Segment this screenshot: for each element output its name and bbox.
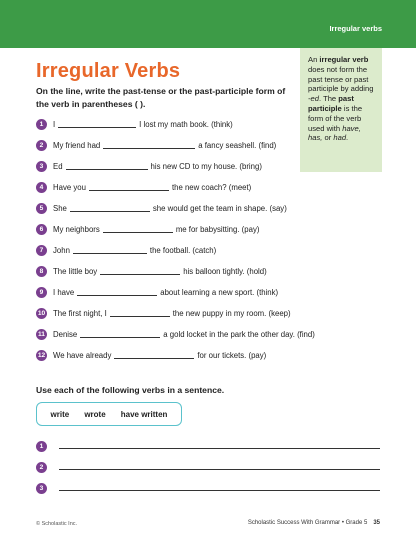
sentence-end: his balloon tightly. (hold) — [183, 266, 267, 276]
sentence-end: the football. (catch) — [149, 245, 217, 255]
sentence-start: I have — [53, 287, 75, 297]
exercise-item — [36, 349, 266, 361]
exercise-item — [36, 307, 291, 319]
answer-blank[interactable] — [58, 120, 136, 128]
sentence-end: the new coach? (meet) — [171, 182, 252, 192]
copyright: © Scholastic Inc. — [36, 521, 78, 527]
sentence-start: I — [53, 119, 56, 129]
sentence-end: the new puppy in my room. (keep) — [172, 308, 291, 318]
item-number-badge: 5 — [36, 203, 47, 214]
sentence-start: She — [53, 203, 67, 213]
sentence-end: I lost my math book. (think) — [139, 119, 233, 129]
item-number-badge: 7 — [36, 245, 47, 256]
answer-line[interactable] — [59, 464, 380, 470]
definition-box: An irregular verb does not form the past tense or past participle by adding -ed. The past participle is the form of the verb used with have, has, or had. — [300, 48, 382, 172]
item-number-badge: 12 — [37, 351, 46, 359]
exercise-item — [36, 118, 233, 130]
answer-blank[interactable] — [77, 288, 157, 296]
exercise-item — [36, 202, 287, 214]
answer-line[interactable] — [59, 443, 380, 449]
exercise-item — [36, 139, 276, 151]
verb-word: have written — [120, 409, 168, 419]
item-number-badge: 4 — [36, 182, 47, 193]
item-number-badge: 9 — [36, 287, 47, 298]
sentence-start: Have you — [53, 182, 86, 192]
item-number-badge: 2 — [36, 462, 47, 473]
answer-blank[interactable] — [110, 309, 170, 317]
item-number-badge: 2 — [36, 140, 47, 151]
answer-blank[interactable] — [73, 246, 147, 254]
instructions: On the line, write the past-tense or the past-participle form of the verb in parentheses ( ). — [36, 86, 286, 109]
sentence-start: The first night, I — [53, 308, 107, 318]
exercise-item — [36, 286, 278, 298]
sentence-start: Denise — [53, 329, 78, 339]
sentence-start: Ed — [53, 161, 63, 171]
answer-blank[interactable] — [103, 225, 173, 233]
footer-book — [248, 520, 380, 526]
sentence-end: his new CD to my house. (bring) — [150, 161, 262, 171]
item-number-badge: 1 — [36, 119, 47, 130]
sentence-end: for our tickets. (pay) — [197, 350, 267, 360]
verb-word: wrote — [84, 409, 106, 419]
sentence-line[interactable] — [36, 482, 380, 494]
book-title: Scholastic Success With Grammar • Grade 5 — [247, 520, 368, 526]
verb-word: write — [50, 409, 70, 419]
item-number-badge: 1 — [36, 441, 47, 452]
term-irregular-verb: irregular verb — [319, 55, 369, 64]
sentence-end: me for babysitting. (pay) — [175, 224, 260, 234]
answer-blank[interactable] — [100, 267, 180, 275]
section-label: Irregular verbs — [329, 24, 382, 33]
exercise-item — [36, 223, 259, 235]
sentence-start: We have already — [53, 350, 112, 360]
answer-line[interactable] — [59, 485, 380, 491]
item-number-badge: 11 — [36, 329, 47, 340]
answer-blank[interactable] — [103, 141, 195, 149]
page-number: 35 — [373, 520, 380, 526]
exercise-item — [36, 181, 251, 193]
sentence-start: My friend had — [53, 140, 101, 150]
page-title: Irregular Verbs — [36, 60, 181, 82]
item-number-badge: 6 — [36, 224, 47, 235]
exercise-item — [36, 244, 216, 256]
sentence-end: about learning a new sport. (think) — [160, 287, 279, 297]
sentence-end: a fancy seashell. (find) — [198, 140, 277, 150]
sentence-start: John — [53, 245, 70, 255]
verb-list-box — [36, 402, 182, 426]
exercise-item — [36, 160, 262, 172]
answer-blank[interactable] — [70, 204, 150, 212]
sentence-end: she would get the team in shape. (say) — [152, 203, 287, 213]
item-number-badge: 3 — [36, 161, 47, 172]
section2-instructions: Use each of the following verbs in a sentence. — [36, 385, 225, 395]
item-number-badge: 3 — [36, 483, 47, 494]
exercise-item — [36, 328, 315, 340]
sentence-start: The little boy — [53, 266, 98, 276]
answer-blank[interactable] — [114, 351, 194, 359]
answer-blank[interactable] — [66, 162, 148, 170]
answer-blank[interactable] — [89, 183, 169, 191]
header-bar — [0, 0, 416, 48]
answer-blank[interactable] — [80, 330, 160, 338]
item-number-badge: 8 — [36, 266, 47, 277]
item-number-badge: 10 — [37, 309, 46, 317]
sentence-line[interactable] — [36, 440, 380, 452]
exercise-item — [36, 265, 267, 277]
sentence-start: My neighbors — [53, 224, 100, 234]
sentence-line[interactable] — [36, 461, 380, 473]
sentence-end: a gold locket in the park the other day. (find) — [163, 329, 315, 339]
term-past-participle: past participle — [308, 94, 354, 113]
